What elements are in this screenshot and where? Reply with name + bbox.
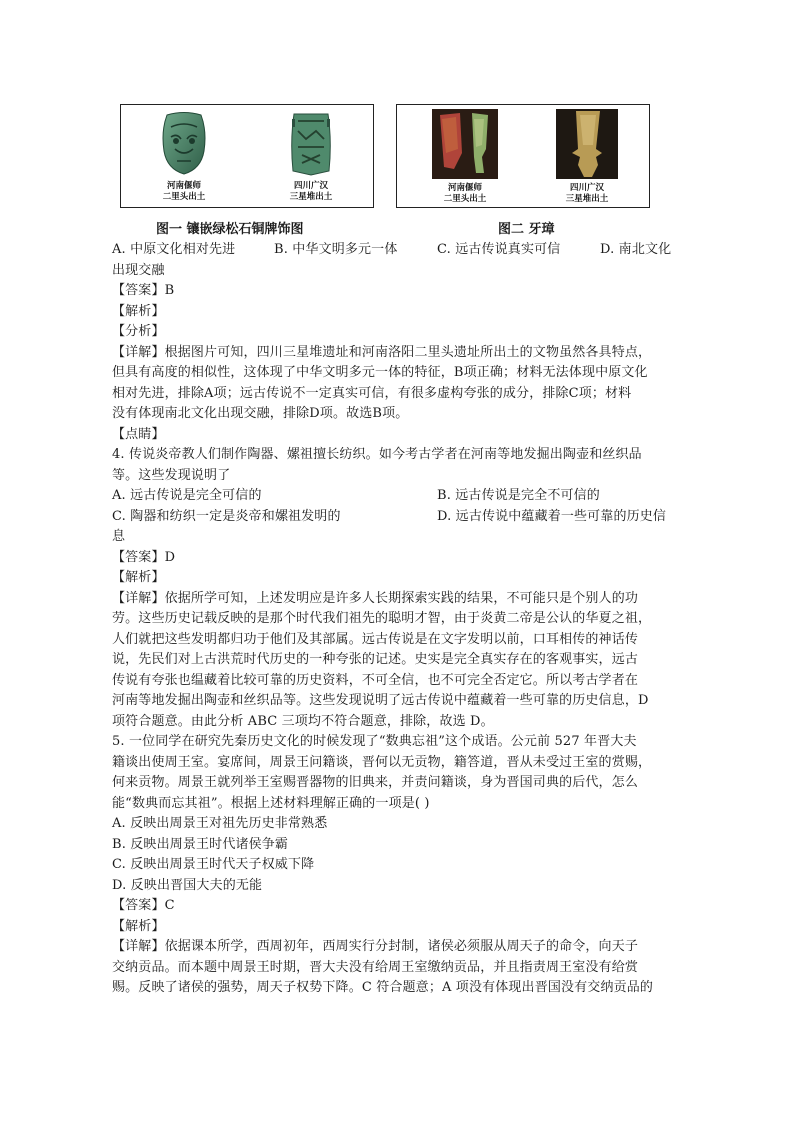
- q5-answer: 【答案】C: [112, 898, 175, 913]
- q4-detail-line: 说，先民们对上古洪荒时代历史的一种夸张的记述。史实是完全真实存在的客观事实，远古: [112, 652, 639, 667]
- figure-2-caption: 图二 牙璋: [498, 222, 555, 237]
- q4-option-c: C. 陶器和纺织一定是炎帝和嫘祖发明的: [112, 508, 341, 524]
- fig2-right-label-1: 四川广汉: [569, 183, 604, 193]
- fig2-left-label-2: 二里头出土: [443, 194, 487, 204]
- q3-analysis-label: 【解析】: [112, 303, 165, 319]
- figures-row: [112, 100, 682, 240]
- q3-option-b: B. 中华文明多元一体: [274, 242, 398, 257]
- q5-option-c: C. 反映出周景王时代天子权威下降: [112, 857, 315, 872]
- q4-option-a: A. 远古传说是完全可信的: [112, 488, 262, 503]
- fig1-right-label-2: 三星堆出土: [289, 192, 333, 202]
- q4-options-row-1: [112, 486, 682, 507]
- q3-detail-line: 【详解】根据图片可知，四川三星堆遗址和河南洛阳二里头遗址所出土的文物虽然各具特点，: [112, 344, 652, 360]
- fig2-left-label-1: 河南偃师: [447, 183, 482, 193]
- figure-2-frame: [396, 104, 650, 208]
- q5-stem-line: 何来贡物。周景王就列举王室赐晋器物的旧典来，并责问籍谈，身为晋国司典的后代，怎么: [112, 775, 639, 790]
- figure-1-caption: 图一 镶嵌绿松石铜牌饰图: [156, 222, 304, 237]
- q3-detail-line: 但具有高度的相似性，这体现了中华文明多元一体的特征，B项正确；材料无法体现中原文化: [112, 365, 648, 380]
- figure-2-left-item: [425, 109, 505, 205]
- q3-options-row: [112, 240, 682, 261]
- bronze-plaque-image: [157, 111, 211, 177]
- q3-detail-line: 没有体现南北文化出现交融，排除D项。故选B项。: [112, 406, 409, 421]
- fig2-right-label-2: 三星堆出土: [565, 194, 609, 204]
- figure-2-right-item: [547, 109, 627, 205]
- q3-option-c: C. 远古传说真实可信: [437, 242, 561, 257]
- q4-option-d-continued: 息: [112, 529, 126, 544]
- q3-option-a: A. 中原文化相对先进: [112, 242, 236, 257]
- q4-option-b: B. 远古传说是完全不可信的: [437, 488, 600, 503]
- question-body: [112, 240, 682, 999]
- bronze-plaque-image: [288, 111, 334, 177]
- figure-1-frame: [120, 104, 374, 208]
- q4-options-row-2: [112, 507, 682, 528]
- q3-option-d-continued: 出现交融: [112, 262, 165, 278]
- jade-blade-image: [432, 109, 498, 179]
- bronze-blade-image: [556, 109, 618, 179]
- q5-stem-line: 籍谈出使周王室。宴席间，周景王问籍谈，晋何以无贡物，籍答道，晋从未受过王室的赏赐，: [112, 754, 652, 770]
- q5-option-a: A. 反映出周景王对祖先历史非常熟悉: [112, 816, 328, 831]
- q3-option-d: D. 南北文化: [600, 242, 672, 257]
- q4-stem-line: 4. 传说炎帝教人们制作陶器、嫘祖擅长纺织。如今考古学者在河南等地发掘出陶壶和丝织品: [112, 447, 642, 462]
- q4-stem-line: 等。这些发现说明了: [112, 467, 231, 483]
- q3-detail-line: 相对先进，排除A项；远古传说不一定真实可信，有很多虚构夸张的成分，排除C项；材料: [112, 385, 632, 401]
- q5-option-d: D. 反映出晋国大夫的无能: [112, 877, 263, 893]
- figure-1-right-item: [276, 111, 346, 203]
- q4-analysis-label: 【解析】: [112, 570, 165, 585]
- q5-analysis-label: 【解析】: [112, 918, 165, 934]
- q5-stem-line: 5. 一位同学在研究先秦历史文化的时候发现了“数典忘祖”这个成语。公元前 527 年晋大夫: [112, 734, 637, 749]
- q5-option-b: B. 反映出周景王时代诸侯争霸: [112, 836, 289, 852]
- q5-detail-line: 交纳贡品。而本题中周景王时期，晋大夫没有给周王室缴纳贡品，并且指责周王室没有给赏: [112, 959, 639, 975]
- q4-detail-line: 劳。这些历史记载反映的是那个时代我们祖先的聪明才智，由于炎黄二帝是公认的华夏之祖，: [112, 611, 652, 626]
- q3-answer: 【答案】B: [112, 283, 175, 298]
- fig1-left-label-2: 二里头出土: [162, 192, 206, 202]
- q4-answer: 【答案】D: [112, 549, 176, 565]
- q5-detail-line: 赐。反映了诸侯的强势，周天子权势下降。C 符合题意；A 项没有体现出晋国没有交纳贡品的: [112, 980, 654, 995]
- q4-detail-line: 人们就把这些发明都归功于他们及其部属。远古传说是在文字发明以前，口耳相传的神话传: [112, 631, 639, 647]
- q4-detail-line: 传说有夸张也缊藏着比较可靠的历史资料，不可全信，也不可完全否定它。所以考古学者在: [112, 672, 639, 688]
- figure-1-left-item: [149, 111, 219, 203]
- q4-option-d: D. 远古传说中蕴藏着一些可靠的历史信: [437, 508, 667, 524]
- q4-detail-line: 项符合题意。由此分析 ABC 三项均不符合题意，排除，故选 D。: [112, 713, 494, 729]
- q3-fenxi-label: 【分析】: [112, 324, 165, 339]
- q5-stem-line: 能“数典而忘其祖”。根据上述材料理解正确的一项是( ): [112, 795, 430, 811]
- page: [112, 100, 682, 999]
- q4-detail-line: 【详解】依据所学可知，上述发明应是许多人长期探索实践的结果，不可能只是个别人的功: [112, 590, 639, 606]
- q5-detail-line: 【详解】依据课本所学，西周初年，西周实行分封制，诸侯必须服从周天子的命令，向天子: [112, 939, 639, 954]
- q4-detail-line: 河南等地发掘出陶壶和丝织品等。这些发现说明了远古传说中蕴藏着一些可靠的历史信息，D: [112, 693, 649, 708]
- fig1-right-label-1: 四川广汉: [293, 181, 328, 191]
- q3-dianjing-label: 【点睛】: [112, 426, 165, 442]
- fig1-left-label-1: 河南偃师: [166, 181, 201, 191]
